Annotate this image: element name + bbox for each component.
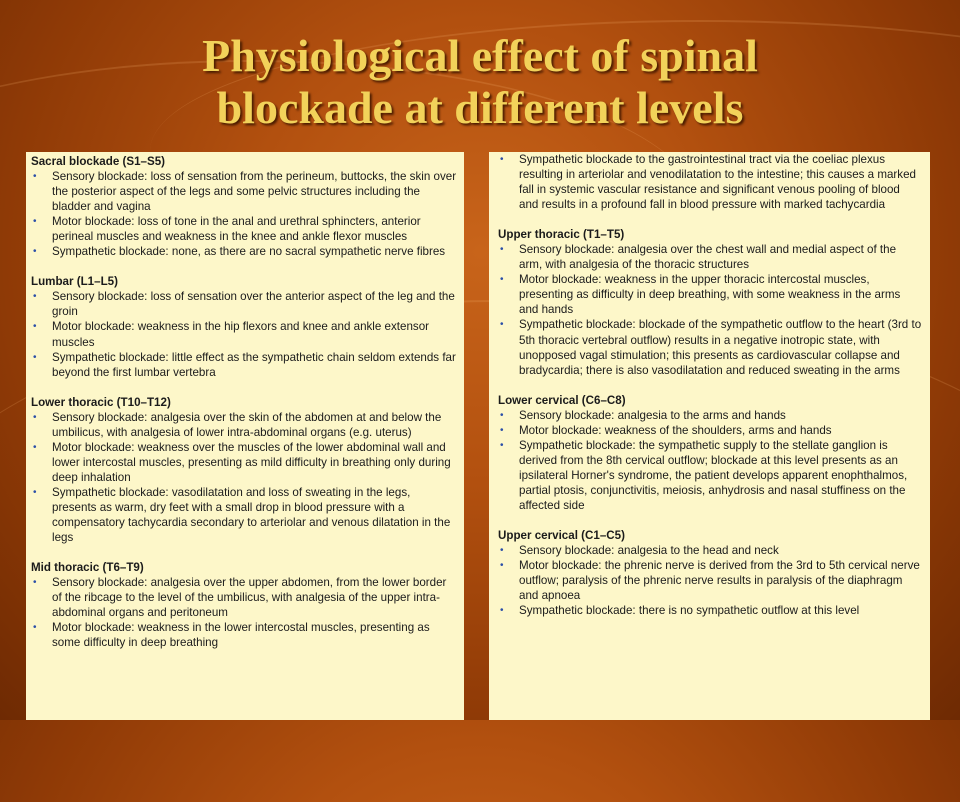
bullet-dot-icon: • — [33, 246, 37, 258]
bullet-item — [498, 543, 922, 558]
blockade-section — [31, 274, 458, 379]
bullet-dot-icon: • — [33, 216, 37, 228]
bullet-item — [31, 289, 458, 319]
slide-title — [0, 30, 960, 134]
bullet-text: Motor blockade: weakness of the shoulders, arms and hands — [519, 423, 832, 437]
blockade-section — [31, 154, 458, 259]
section-title: Lower thoracic (T10–T12) — [31, 395, 171, 409]
left-text-panel — [26, 152, 464, 720]
bullet-dot-icon: • — [33, 321, 37, 333]
bullet-dot-icon: • — [33, 411, 37, 423]
bullet-item — [31, 620, 458, 650]
bullet-text: Sympathetic blockade: blockade of the sympathetic outflow to the heart (3rd to 5th thoracic vertebral outflow) results in a negative inotropic state, with unopposed vagal stimulation; this presents as cardiovascular collapse and bradycardia; there is also vasodilatation and reduced sweating in the arms — [519, 318, 922, 377]
bullet-text: Sensory blockade: analgesia to the arms and hands — [519, 408, 786, 422]
bullet-text: Sensory blockade: analgesia over the upper abdomen, from the lower border of the ribcage to the level of the umbilicus, with analgesia of the upper intra-abdominal organs and peritoneum — [52, 576, 447, 620]
bullet-text: Sympathetic blockade to the gastrointestinal tract via the coeliac plexus resulting in arteriolar and venodilatation to the intestine; this causes a marked fall in systemic vascular resistance and significant venous pooling of blood and results in a profound fall in blood pressure with marked tachycardia — [519, 153, 916, 212]
bullet-text: Sympathetic blockade: none, as there are no sacral sympathetic nerve fibres — [52, 245, 446, 259]
bullet-text: Sensory blockade: analgesia to the head and neck — [519, 544, 779, 558]
bullet-item — [498, 603, 922, 618]
bullet-dot-icon: • — [500, 244, 504, 256]
bullet-dot-icon: • — [500, 560, 504, 572]
bullet-item — [31, 350, 458, 380]
bullet-dot-icon: • — [500, 439, 504, 451]
bullet-text: Sympathetic blockade: little effect as the sympathetic chain seldom extends far beyond the first lumbar vertebra — [52, 350, 456, 379]
bullet-dot-icon: • — [33, 622, 37, 634]
section-title: Lumbar (L1–L5) — [31, 275, 118, 289]
bullet-text: Sensory blockade: analgesia over the skin of the abdomen at and below the umbilicus, with analgesia of lower intra-abdominal organs (e.g. uterus) — [52, 410, 442, 439]
blockade-section — [31, 395, 458, 545]
bullet-dot-icon: • — [33, 577, 37, 589]
bullet-item — [498, 423, 922, 438]
bullet-item — [498, 317, 922, 377]
bullet-dot-icon: • — [33, 441, 37, 453]
bullet-dot-icon: • — [33, 486, 37, 498]
bullet-item — [498, 408, 922, 423]
bullet-item — [498, 272, 922, 317]
bullet-dot-icon: • — [500, 545, 504, 557]
bullet-text: Sympathetic blockade: vasodilatation and loss of sweating in the legs, presents as warm, dry feet with a small drop in blood pressure with a compensatory tachycardia secondary to arteriolar and venous dilatation in the legs — [52, 485, 451, 545]
bullet-dot-icon: • — [33, 291, 37, 303]
bullet-text: Motor blockade: loss of tone in the anal and urethral sphincters, anterior perineal muscles and weakness in the knee and ankle flexor muscles — [52, 215, 421, 244]
bullet-text: Sympathetic blockade: there is no sympathetic outflow at this level — [519, 604, 860, 618]
bullet-text: Motor blockade: weakness in the upper thoracic intercostal muscles, presenting as difficulty in deep breathing, with some weakness in the arms and hands — [519, 273, 901, 317]
bullet-text: Sensory blockade: analgesia over the chest wall and medial aspect of the arm, with analgesia of the thoracic structures — [519, 243, 897, 272]
bullet-dot-icon: • — [500, 319, 504, 331]
bullet-dot-icon: • — [500, 409, 504, 421]
bullet-item — [498, 438, 922, 513]
bullet-text: Motor blockade: weakness over the muscles of the lower abdominal wall and lower intercostal muscles, presenting as mild difficulty in breathing only during deep inhalation — [52, 440, 451, 484]
section-title: Upper thoracic (T1–T5) — [498, 228, 625, 242]
blockade-section — [498, 227, 922, 377]
blockade-section — [498, 393, 922, 513]
slide-title-line1: Physiological effect of spinal — [202, 30, 758, 81]
slide-title-line2: blockade at different levels — [216, 82, 744, 133]
bullet-item — [31, 440, 458, 485]
right-text-panel — [489, 152, 930, 720]
bullet-item — [31, 169, 458, 214]
section-title: Upper cervical (C1–C5) — [498, 529, 625, 543]
bullet-dot-icon: • — [500, 424, 504, 436]
bullet-item — [31, 575, 458, 620]
bullet-item — [31, 410, 458, 440]
bullet-text: Sensory blockade: loss of sensation over the anterior aspect of the leg and the groin — [52, 290, 455, 319]
bullet-item — [498, 152, 922, 212]
bullet-text: Motor blockade: the phrenic nerve is derived from the 3rd to 5th cervical nerve outflow; paralysis of the phrenic nerve results in paralysis of the diaphragm and apnoea — [519, 559, 920, 603]
bullet-text: Motor blockade: weakness in the hip flexors and knee and ankle extensor muscles — [52, 320, 430, 349]
blockade-section — [498, 528, 922, 618]
bullet-text: Sensory blockade: loss of sensation from the perineum, buttocks, the skin over the posterior aspect of the legs and some pelvic structures including the bladder and vagina — [52, 170, 457, 214]
bullet-item — [498, 242, 922, 272]
blockade-section — [31, 560, 458, 650]
bullet-text: Sympathetic blockade: the sympathetic supply to the stellate ganglion is derived from the 8th cervical outflow; blockade at this level presents as an ipsilateral Horner's syndrome, the patient develops apparent enophthalmos, partial ptosis, conjunctivitis, meiosis, anhydrosis and nasal stuffiness on the affected side — [519, 438, 908, 512]
bullet-item — [498, 558, 922, 603]
bullet-item — [31, 319, 458, 349]
section-title: Lower cervical (C6–C8) — [498, 393, 626, 407]
bullet-dot-icon: • — [500, 274, 504, 286]
bullet-item — [31, 485, 458, 545]
section-title: Mid thoracic (T6–T9) — [31, 561, 144, 575]
blockade-section — [498, 152, 922, 212]
bullet-dot-icon: • — [33, 351, 37, 363]
bullet-item — [31, 244, 458, 259]
bullet-dot-icon: • — [500, 154, 504, 165]
section-title: Sacral blockade (S1–S5) — [31, 155, 166, 168]
bullet-text: Motor blockade: weakness in the lower intercostal muscles, presenting as some difficulty in deep breathing — [52, 621, 430, 650]
bullet-item — [31, 214, 458, 244]
bullet-dot-icon: • — [500, 605, 504, 617]
bullet-dot-icon: • — [33, 171, 37, 183]
